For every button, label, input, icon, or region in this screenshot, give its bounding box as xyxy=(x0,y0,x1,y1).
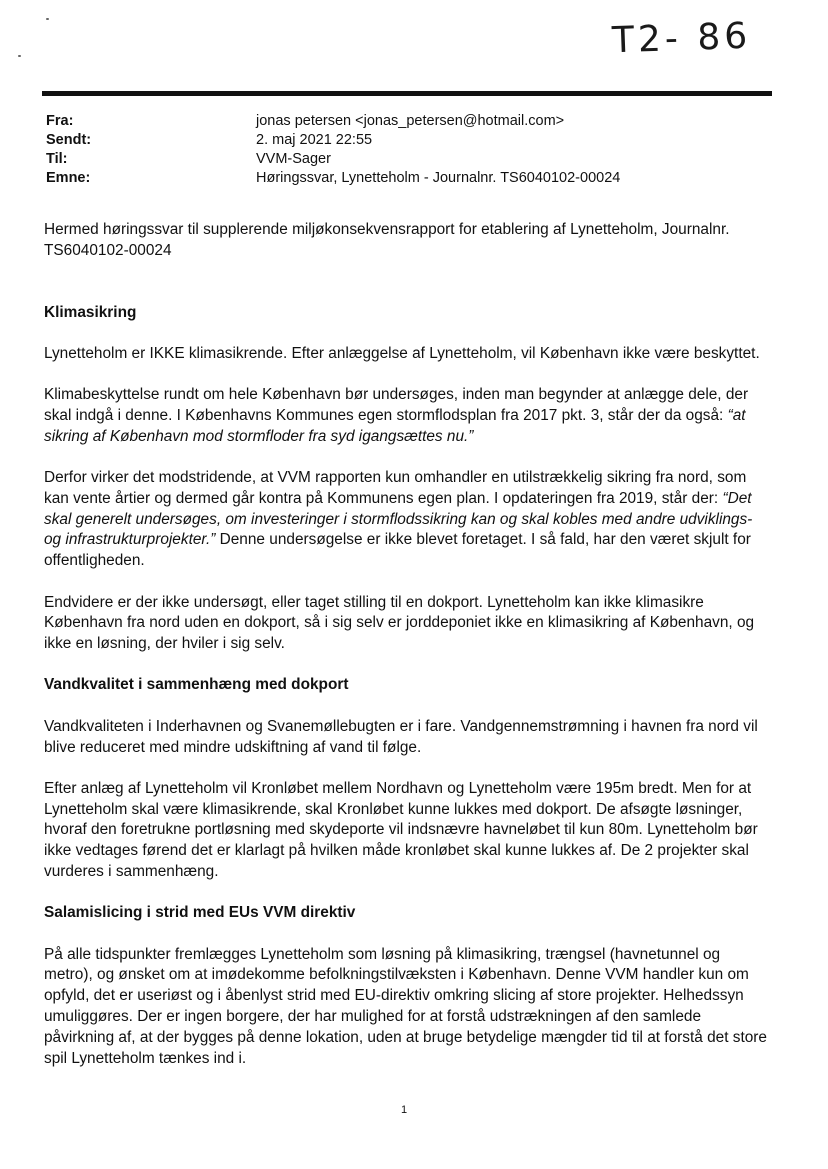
to-value: VVM-Sager xyxy=(256,151,331,167)
paragraph-1: Lynetteholm er IKKE klimasikrende. Efter anlæggelse af Lynetteholm, vil København ikke være beskyttet. xyxy=(44,344,760,362)
page-number: 1 xyxy=(400,1104,408,1116)
handwritten-document-id: T2- 86 xyxy=(611,15,752,62)
sent-value: 2. maj 2021 22:55 xyxy=(256,132,373,148)
paragraph-3 xyxy=(44,468,772,572)
section-heading-vandkvalitet: Vandkvalitet i sammenhæng med dokport xyxy=(44,676,349,694)
header-row-sent xyxy=(46,131,766,150)
from-label: Fra: xyxy=(46,113,74,129)
paragraph-4: Endvidere er der ikke undersøgt, eller taget stilling til en dokport. Lynetteholm kan ikke klimasikre København fra nord uden en dokport, så i sig selv er jorddeponiet ikke en klimasikring af København, og ikke en løsning, der hviler i sig selv. xyxy=(44,593,755,653)
paragraph-3-quote: “Det skal generelt undersøges, om investeringer i stormflodssikring kan og skal kobles med andre udviklings- og infrastrukturprojekter.” xyxy=(44,489,753,549)
email-header xyxy=(46,112,766,188)
scan-speck xyxy=(18,55,21,57)
header-row-subject xyxy=(46,169,766,188)
paragraph-6: Efter anlæg af Lynetteholm vil Kronløbet mellem Nordhavn og Lynetteholm være 195m bredt. Men for at Lynetteholm skal være klimasikrende, skal Kronløbet kunne lukkes med dokport. De afsøgte løsninger, hvoraf den foretrukne portløsning med skydeporte vil indsnævre havneløbet til kun 80m. Lynetteholm bør ikke vedtages førend det er klarlagt på hvilken måde kronløbet skal kunne lukkes af. De 2 projekter skal vurderes i sammenhæng. xyxy=(44,779,758,881)
from-value: jonas petersen <jonas_petersen@hotmail.com> xyxy=(256,113,565,129)
email-body xyxy=(44,220,772,1090)
paragraph-3-text-end: Denne undersøgelse er ikke blevet foretaget. I så fald, har den været skjult for offentligheden. xyxy=(44,531,751,570)
paragraph-2-text: Klimabeskyttelse rundt om hele København bør undersøges, inden man begynder at anlægge dele, der skal indgå i denne. I Københavns Kommunes egen stormflodsplan fra 2017 pkt. 3, står der da også: xyxy=(44,386,749,424)
section-heading-salamislicing: Salamislicing i strid med EUs VVM direktiv xyxy=(44,904,356,922)
header-row-from xyxy=(46,112,766,131)
subject-label: Emne: xyxy=(46,170,91,186)
header-divider xyxy=(42,91,772,96)
sent-label: Sendt: xyxy=(46,132,92,148)
intro-paragraph: Hermed høringssvar til supplerende miljøkonsekvensrapport for etablering af Lynetteholm, Journalnr. TS6040102-00024 xyxy=(44,221,730,259)
paragraph-7: På alle tidspunkter fremlægges Lynetteholm som løsning på klimasikring, trængsel (havnetunnel og metro), og ønsket om at imødekomme befolkningstilvæksten i København. Denne VVM handler kun om opfyld, det er useriøst og i åbenlyst strid med EU-direktiv omkring slicing af store projekter. Helhedssyn umuliggøres. Der er ingen borgere, der har mulighed for at forstå udstrækningen af den samlede påvirkning af, at der bygges på denne lokation, uden at bruge betydelige mængder tid til at forstå det store spil Lynetteholm tænkes ind i. xyxy=(44,945,767,1067)
header-row-to xyxy=(46,150,766,169)
subject-value: Høringssvar, Lynetteholm - Journalnr. TS6040102-00024 xyxy=(256,170,621,186)
to-label: Til: xyxy=(46,151,68,167)
scan-speck xyxy=(46,18,49,20)
section-heading-klimasikring: Klimasikring xyxy=(44,303,137,321)
paragraph-2-quote: “at sikring af København mod stormfloder fra syd igangsættes nu.” xyxy=(44,406,746,445)
paragraph-5: Vandkvaliteten i Inderhavnen og Svanemøllebugten er i fare. Vandgennemstrømning i havnen fra nord vil blive reduceret med mindre udskiftning af vand til følge. xyxy=(44,717,758,756)
paragraph-3-text: Derfor virker det modstridende, at VVM rapporten kun omhandler en utilstrækkelig sikring fra nord, som kan vente årtier og dermed går kontra på Kommunens egen plan. I opdateringen fra 2019, står der: xyxy=(44,469,747,507)
paragraph-2 xyxy=(44,385,772,447)
